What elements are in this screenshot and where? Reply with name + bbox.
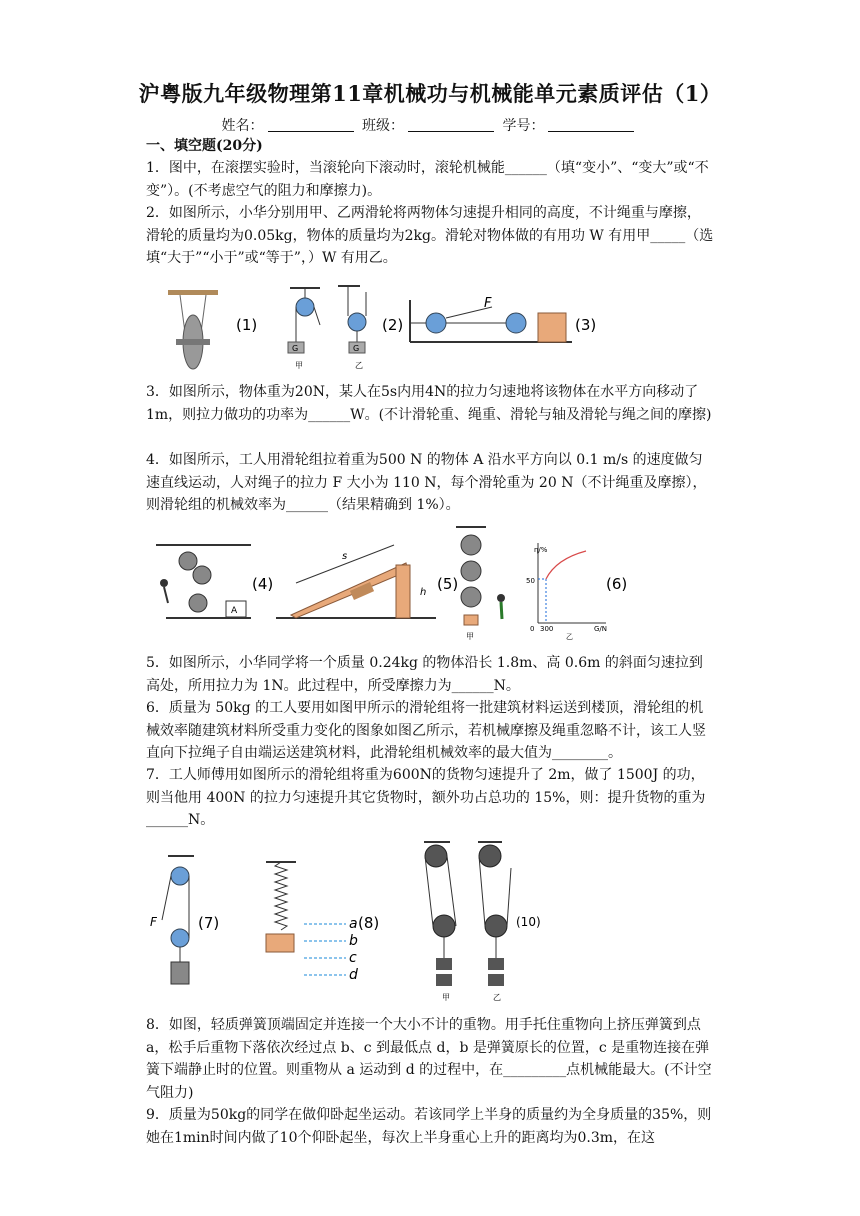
fig7-label: (7): [198, 914, 220, 932]
question-6: 6．质量为 50kg 的工人要用如图甲所示的滑轮组将一批建筑材料运送到楼顶，滑轮组的机械效率随建筑材料所受重力变化的图象如图乙所示，若机械摩擦及绳重忽略不计，该工人竖直向下拉绳子自由端运送建筑材料，此滑轮组机械效率的最大值为________。: [146, 700, 706, 761]
point-b: b: [349, 933, 358, 949]
eta-axis-label: η/%: [534, 546, 548, 554]
class-blank[interactable]: [408, 117, 494, 132]
page-title: 沪粤版九年级物理第11章机械功与机械能单元素质评估（1）: [138, 81, 722, 106]
point-d: d: [349, 967, 358, 983]
block-tackle-figure: [456, 527, 505, 641]
name-label: 姓名：: [221, 118, 264, 134]
question-2: 2．如图所示，小华分别用甲、乙两滑轮将两物体匀速提升相同的高度，不计绳重与摩擦，滑轮的质量均为0.05kg，物体的质量均为2kg。滑轮对物体做的有用功 W 有用甲_____（选填“大于”“小于”或“等于”，）W 有用乙。: [146, 205, 714, 266]
force-f-1: F: [484, 296, 492, 311]
id-blank[interactable]: [548, 117, 634, 132]
length-s: s: [342, 551, 348, 562]
figure-row-2: [146, 523, 666, 643]
efficiency-graph: [526, 543, 607, 641]
class-label: 班级：: [362, 118, 404, 134]
x-tick-300: 300: [540, 625, 554, 633]
section-heading: 一、填空题(20分): [146, 138, 263, 154]
label-jia-1: 甲: [295, 361, 303, 370]
x-axis-unit: G/N: [594, 625, 608, 633]
figure-row-1: [160, 280, 600, 375]
horizontal-pulley-figure: [410, 296, 572, 342]
force-f-2: F: [150, 915, 157, 929]
y-tick-50: 50: [526, 577, 535, 585]
pulley-pair-10-figure: [424, 842, 511, 1002]
id-label: 学号：: [502, 118, 545, 134]
fig5-label: (5): [437, 575, 459, 593]
label-yi-3: 乙: [493, 993, 501, 1002]
spring-figure: [266, 862, 358, 983]
height-h: h: [420, 587, 427, 598]
question-8: 8．如图，轻质弹簧顶端固定并连接一个大小不计的重物。用手托住重物向上挤压弹簧到点 a，松手后重物下落依次经过点 b、c 到最低点 d，b 是弹簧原长的位置，c 是重物连接在弹簧下端静止时的位置。则重物从 a 运动到 d 的过程中，在_________点机械能最大。(不计空气阻力): [146, 1017, 712, 1101]
question-3: 3．如图所示，物体重为20N，某人在5s内用4N的拉力匀速地将该物体在水平方向移动了1m，则拉力做功的功率为______W。(不计滑轮重、绳重、滑轮与轴及滑轮与绳之间的摩擦): [146, 384, 712, 423]
weight-g-2: G: [353, 344, 360, 353]
question-1: 1．图中，在滚摆实验时，当滚轮向下滚动时，滚轮机械能______（填“变小”、“变大”或“不变”）。(不考虑空气的阻力和摩擦力)。: [146, 160, 709, 199]
student-info: [0, 115, 860, 135]
label-yi-1: 乙: [355, 361, 363, 370]
fig8-label: (8): [358, 914, 380, 932]
question-4: 4．如图所示，工人用滑轮组拉着重为500 N 的物体 A 沿水平方向以 0.1 m/s 的速度做匀速直线运动，人对绳子的拉力 F 大小为 110 N，每个滑轮重为 20 N（不计绳重及摩擦），则滑轮组的机械效率为______（结果精确到 1%）。: [146, 452, 707, 513]
object-a: A: [231, 606, 238, 616]
label-jia-3: 甲: [442, 993, 450, 1002]
fig6-label: (6): [606, 575, 628, 593]
fig2-label: (2): [382, 316, 404, 334]
incline-figure: [276, 545, 436, 618]
figure-row-3: [146, 838, 566, 1008]
pulley-pair-figure: [288, 286, 366, 370]
fig4-label: (4): [252, 575, 274, 593]
weight-g-1: G: [292, 344, 299, 353]
pulley-system-7-figure: [150, 856, 194, 984]
roll-pendulum-figure: [168, 290, 218, 369]
question-7: 7．工人师傅用如图所示的滑轮组将重为600N的货物匀速提升了 2m，做了 1500J 的功，则当他用 400N 的拉力匀速提升其它货物时，额外功占总功的 15%，则：提升货物的重为______N。: [146, 767, 706, 828]
name-blank[interactable]: [268, 117, 354, 132]
point-a: a: [349, 916, 358, 932]
fig3-label: (3): [575, 316, 597, 334]
fig1-label: (1): [236, 316, 258, 334]
point-c: c: [349, 950, 357, 966]
origin-0: 0: [530, 625, 535, 633]
worker-pulley-figure: [156, 545, 251, 618]
question-5: 5．如图所示，小华同学将一个质量 0.24kg 的物体沿长 1.8m、高 0.6m 的斜面匀速拉到高处，所用拉力为 1N。此过程中，所受摩擦力为______N。: [146, 655, 703, 694]
label-yi-2: 乙: [566, 633, 573, 641]
label-jia-2: 甲: [466, 632, 474, 641]
fig10-label: (10): [516, 915, 541, 929]
question-9: 9．质量为50kg的同学在做仰卧起坐运动。若该同学上半身的质量约为全身质量的35%，则她在1min时间内做了10个仰卧起坐，每次上半身重心上升的距离均为0.3m，在这: [146, 1107, 712, 1146]
